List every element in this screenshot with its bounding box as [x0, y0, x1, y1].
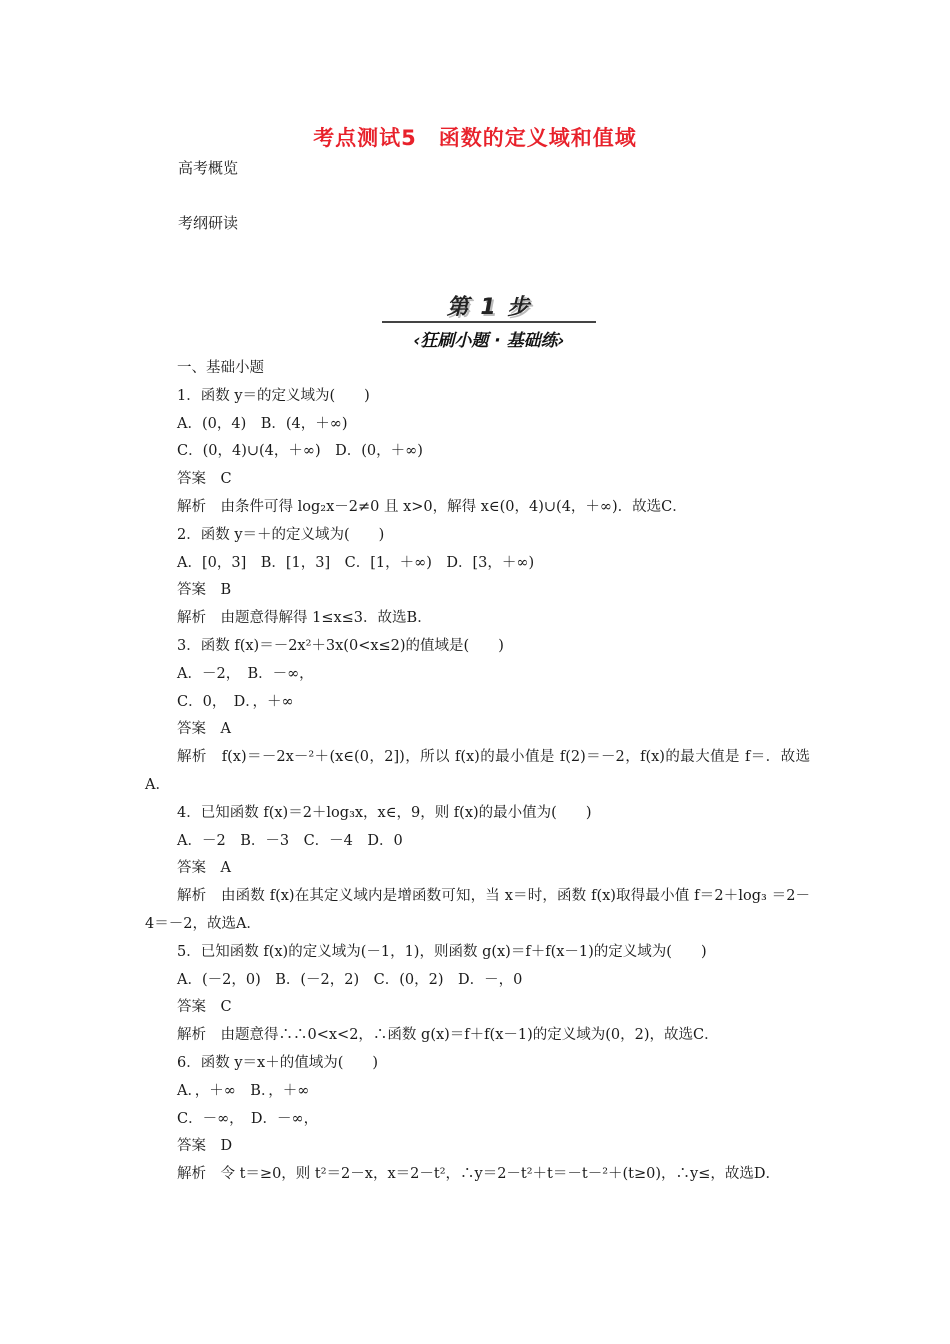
options-5: A．(－2，0) B．(－2，2) C．(0，2) D．－，0 — [177, 971, 523, 988]
question-2: 2．函数 y＝＋的定义域为( ) — [177, 526, 385, 543]
question-6: 6．函数 y＝x＋的值域为( ) — [177, 1054, 379, 1071]
step-subtitle: ‹狂刷小题 · 基础练› — [413, 331, 565, 351]
answer-1: 答案 C — [177, 471, 232, 488]
explanation-3: 解析 f(x)＝－2x－²＋(x∈(0，2])，所以 f(x)的最小值是 f(2)＝－2，f(x)的最大值是 f＝．故选A． — [145, 749, 810, 793]
question-1: 1．函数 y＝的定义域为( ) — [177, 387, 370, 404]
step-label: 第 1 步 — [446, 295, 532, 320]
explanation-1: 解析 由条件可得 log₂x－2≠0 且 x>0，解得 x∈(0，4)∪(4，＋∞)．故选C． — [177, 498, 687, 515]
options-3b: C．0， D．，＋∞ — [177, 693, 294, 710]
question-3: 3．函数 f(x)＝－2x²＋3x(0<x≤2)的值域是( ) — [177, 637, 504, 654]
options-6b: C．－∞， D．－∞， — [177, 1110, 319, 1127]
question-4: 4．已知函数 f(x)＝2＋log₃x，x∈，9，则 f(x)的最小值为( ) — [177, 804, 592, 821]
explanation-4: 解析 由函数 f(x)在其定义域内是增函数可知，当 x＝时，函数 f(x)取得最小值 f＝2＋log₃ ＝2－4＝－2，故选A． — [145, 888, 810, 932]
explanation-5: 解析 由题意得∴∴0<x<2，∴函数 g(x)＝f＋f(x－1)的定义域为(0，2)，故选C． — [177, 1027, 719, 1044]
answer-4: 答案 A — [177, 860, 231, 877]
options-6a: A．，＋∞ B．，＋∞ — [177, 1082, 310, 1099]
section-heading-syllabus: 考纲研读 — [178, 214, 239, 232]
question-5: 5．已知函数 f(x)的定义域为(－1，1)，则函数 g(x)＝f＋f(x－1)的定义域为( ) — [177, 943, 707, 960]
section-label: 一、基础小题 — [177, 360, 264, 376]
options-1a: A．(0，4) B．(4，＋∞) — [177, 415, 348, 432]
step-banner — [378, 290, 600, 352]
banner-divider — [382, 321, 596, 323]
options-1b: C．(0，4)∪(4，＋∞) D．(0，＋∞) — [177, 443, 423, 460]
answer-5: 答案 C — [177, 999, 232, 1016]
options-4: A．－2 B．－3 C．－4 D．0 — [177, 832, 403, 849]
explanation-6: 解析 令 t＝≥0，则 t²＝2－x，x＝2－t²，∴y＝2－t²＋t＝－t－²＋(t≥0)，∴y≤，故选D． — [177, 1166, 781, 1183]
section-heading-overview: 高考概览 — [178, 159, 239, 177]
answer-2: 答案 B — [177, 582, 232, 599]
explanation-2: 解析 由题意得解得 1≤x≤3．故选B． — [177, 610, 432, 627]
answer-6: 答案 D — [177, 1138, 233, 1155]
page-title: 考点测试5 函数的定义域和值域 — [313, 126, 637, 150]
answer-3: 答案 A — [177, 721, 231, 738]
exercise-content — [145, 355, 810, 1189]
options-3a: A．－2， B．－∞， — [177, 665, 314, 682]
options-2: A．[0，3] B．[1，3] C．[1，＋∞) D．[3，＋∞) — [177, 554, 535, 571]
